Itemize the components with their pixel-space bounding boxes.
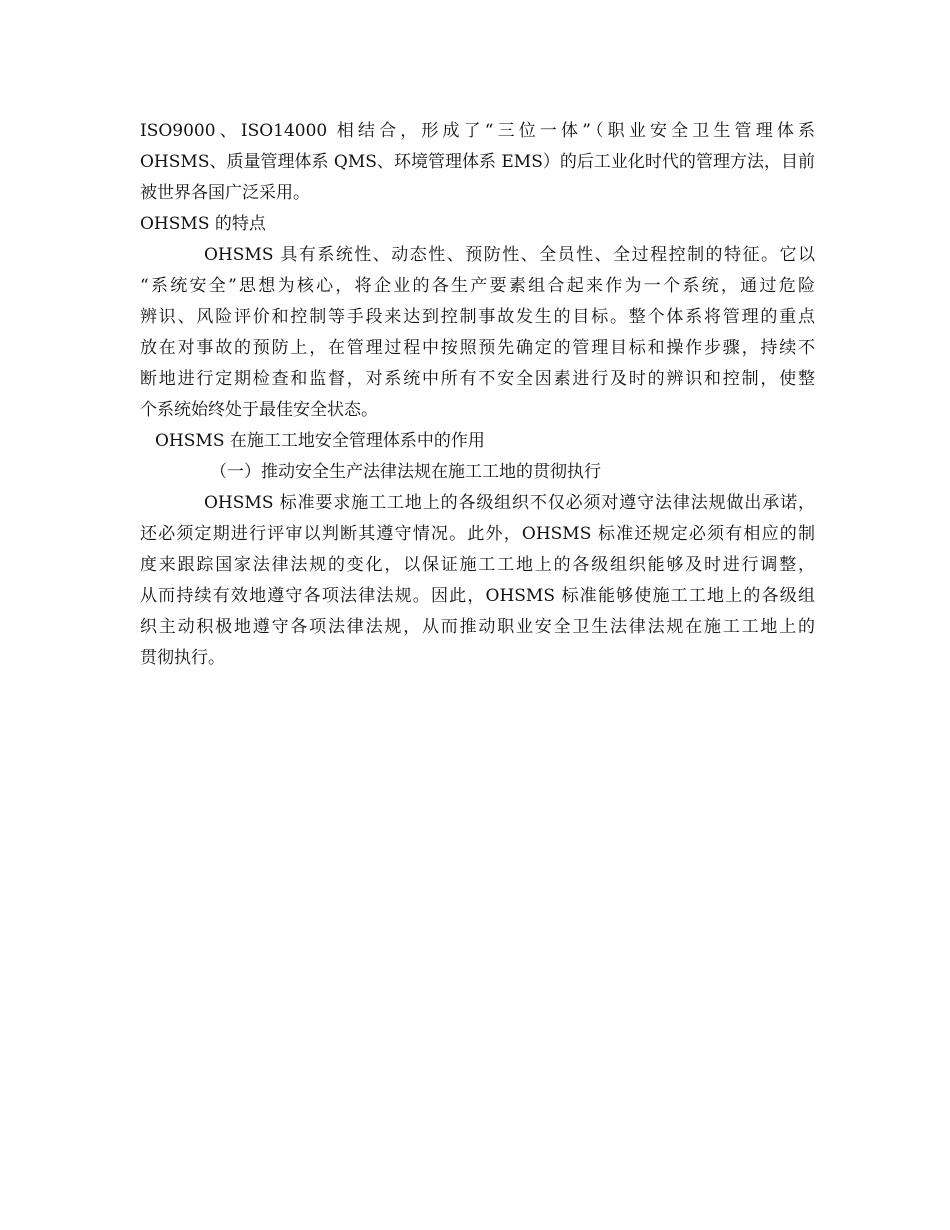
paragraph-line: OHSMS 具有系统性、动态性、预防性、全员性、全过程控制的特征。它以 <box>204 245 815 265</box>
intro-line: OHSMS、质量管理体系 QMS、环境管理体系 EMS）的后工业化时代的管理方法，目前 <box>140 152 815 172</box>
paragraph-line: 还必须定期进行评审以判断其遵守情况。此外，OHSMS 标准还规定必须有相应的制 <box>140 524 815 544</box>
intro-line: ISO9000、ISO14000 相结合，形成了“三位一体”（职业安全卫生管理体系 <box>140 121 815 141</box>
paragraph-line: 放在对事故的预防上，在管理过程中按照预先确定的管理目标和操作步骤，持续不 <box>140 338 815 358</box>
features-paragraph <box>140 240 815 426</box>
section-heading-role: OHSMS 在施工工地安全管理体系中的作用 <box>155 431 485 451</box>
document-body <box>140 116 815 674</box>
paragraph-line: 度来跟踪国家法律法规的变化，以保证施工工地上的各级组织能够及时进行调整， <box>140 555 815 575</box>
intro-line: 被世界各国广泛采用。 <box>140 183 310 203</box>
role-paragraph <box>140 488 815 674</box>
paragraph-line: 个系统始终处于最佳安全状态。 <box>140 400 378 420</box>
subsection-heading: （一）推动安全生产法律法规在施工工地的贯彻执行 <box>210 462 601 482</box>
paragraph-line: 贯彻执行。 <box>140 648 225 668</box>
paragraph-line: 断地进行定期检查和监督，对系统中所有不安全因素进行及时的辨识和控制，使整 <box>140 369 815 389</box>
paragraph-line: “系统安全”思想为核心，将企业的各生产要素组合起来作为一个系统，通过危险 <box>140 276 815 296</box>
paragraph-line: OHSMS 标准要求施工工地上的各级组织不仅必须对遵守法律法规做出承诺， <box>204 493 815 513</box>
paragraph-line: 织主动积极地遵守各项法律法规，从而推动职业安全卫生法律法规在施工工地上的 <box>140 617 815 637</box>
intro-paragraph <box>140 116 815 209</box>
section-heading-features: OHSMS 的特点 <box>140 214 266 234</box>
paragraph-line: 辨识、风险评价和控制等手段来达到控制事故发生的目标。整个体系将管理的重点 <box>140 307 815 327</box>
paragraph-line: 从而持续有效地遵守各项法律法规。因此，OHSMS 标准能够使施工工地上的各级组 <box>140 586 815 606</box>
